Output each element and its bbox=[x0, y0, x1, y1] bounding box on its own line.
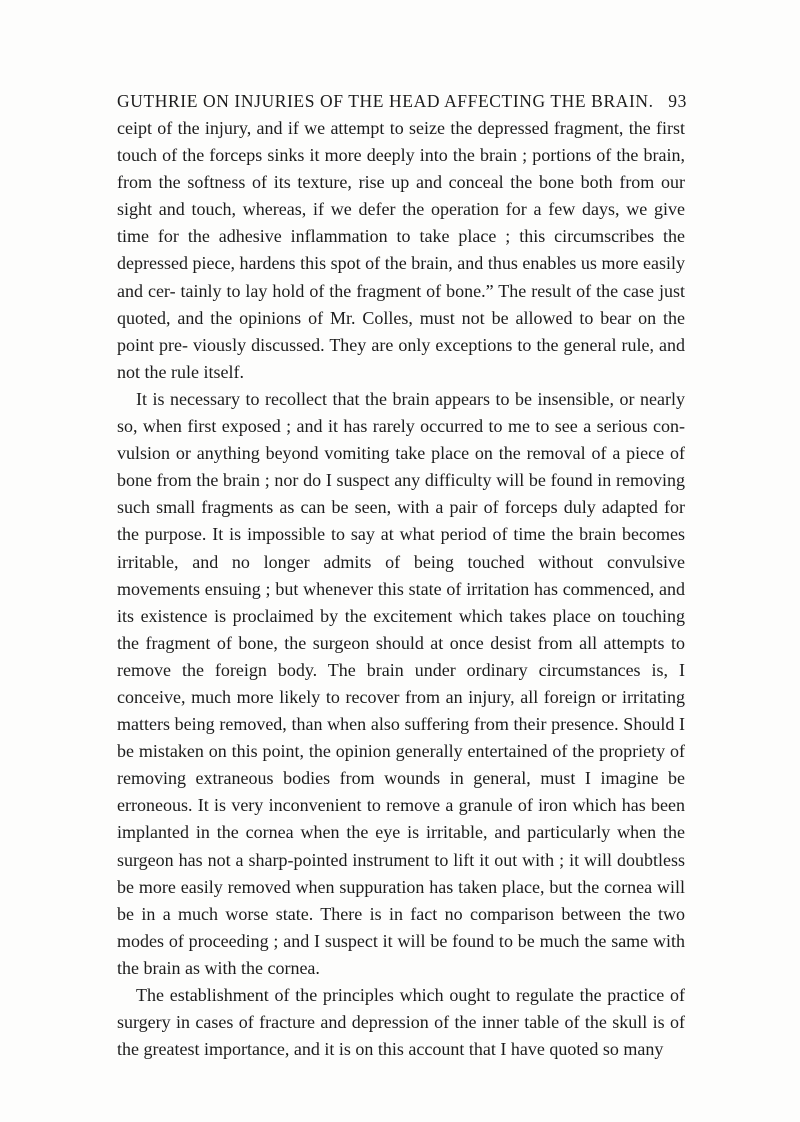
paragraph-continuation: ceipt of the injury, and if we attempt to seize the depressed fragment, the first touch of the forceps sinks it more deeply into the brain ; portions of the brain, from the softness of its texture, rise up and conceal the bone both from our sight and touch, whereas, if we defer the operation for a few days, we give time for the adhesive inflammation to take place ; this circumscribes the depressed piece, hardens this spot of the brain, and thus enables us more easily and cer- tainly to lay hold of the fragment of bone.” The result of the case just quoted, and the opinions of Mr. Colles, must not be allowed to bear on the point pre- viously discussed. They are only exceptions to the general rule, and not the rule itself. bbox=[117, 118, 685, 382]
body-text bbox=[117, 115, 685, 1063]
page-number: 93 bbox=[668, 91, 687, 111]
paragraph-principles: The establishment of the principles which ought to regulate the practice of surgery in cases of fracture and depression of the inner table of the skull is of the greatest importance, and it is on this account that I have quoted so many bbox=[117, 985, 685, 1060]
running-head bbox=[117, 91, 687, 115]
running-title: GUTHRIE ON INJURIES OF THE HEAD AFFECTING THE BRAIN. bbox=[117, 91, 654, 111]
paragraph-brain-insensible: It is necessary to recollect that the brain appears to be insensible, or nearly so, when first exposed ; and it has rarely occurred to me to see a serious con- vulsion or anything beyond vomiting take place on the removal of a piece of bone from the brain ; nor do I suspect any difficulty will be found in removing such small fragments as can be seen, with a pair of forceps duly adapted for the purpose. It is impossible to say at what period of time the brain becomes irritable, and no longer admits of being touched without convulsive movements ensuing ; but whenever this state of irritation has commenced, and its existence is proclaimed by the excitement which takes place on touching the fragment of bone, the surgeon should at once desist from all attempts to remove the foreign body. The brain under ordinary circumstances is, I conceive, much more likely to recover from an injury, all foreign or irritating matters being removed, than when also suffering from their presence. Should I be mistaken on this point, the opinion generally entertained of the propriety of removing extraneous bodies from wounds in general, must I imagine be erroneous. It is very inconvenient to remove a granule of iron which has been implanted in the cornea when the eye is irritable, and particularly when the surgeon has not a sharp-pointed instrument to lift it out with ; it will doubtless be more easily removed when suppuration has taken place, but the cornea will be in a much worse state. There is in fact no comparison between the two modes of proceeding ; and I suspect it will be found to be much the same with the brain as with the cornea. bbox=[117, 388, 685, 978]
